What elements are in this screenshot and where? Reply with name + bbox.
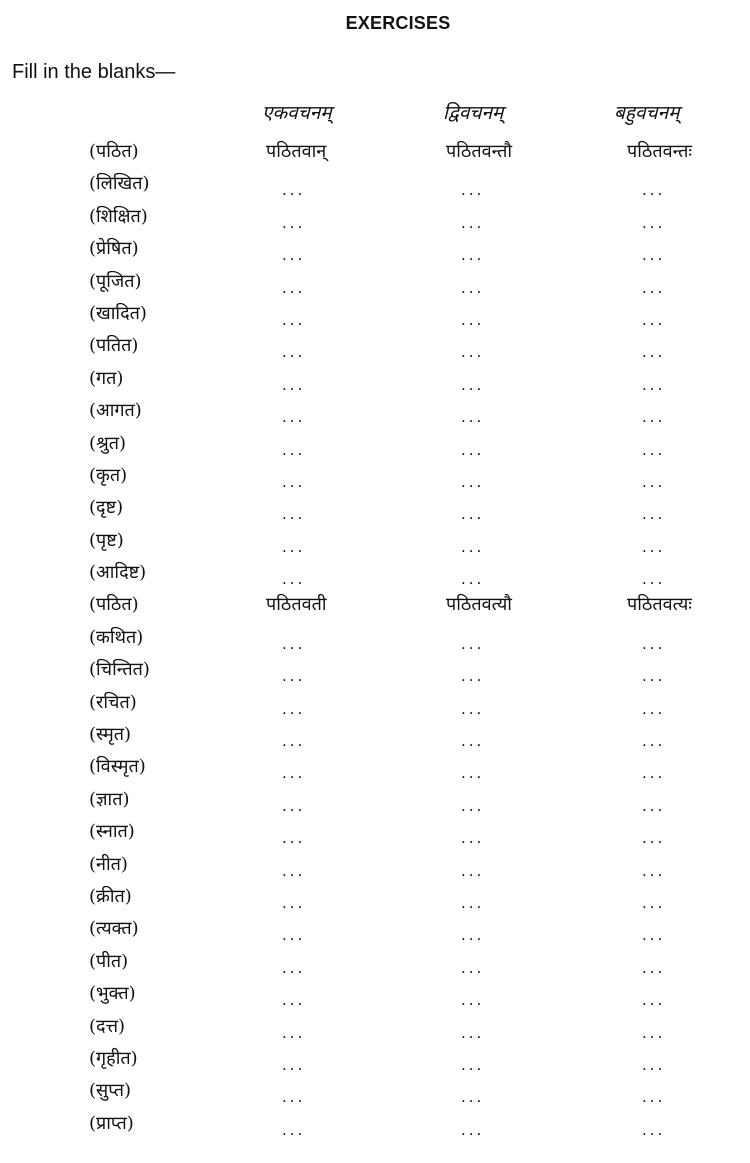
table-row — [0, 755, 750, 787]
blank-singular: ... — [282, 440, 306, 459]
column-header-dual: द्विवचनम् — [443, 102, 504, 124]
table-row — [0, 885, 750, 917]
table-row — [0, 1079, 750, 1111]
blank-dual: ... — [461, 181, 485, 200]
blank-plural: ... — [642, 408, 666, 427]
exercise-table — [0, 140, 750, 1144]
blank-dual: ... — [461, 310, 485, 329]
blank-plural: ... — [642, 1023, 666, 1042]
blank-dual: ... — [461, 1023, 485, 1042]
blank-plural: ... — [642, 667, 666, 686]
blank-dual: ... — [461, 893, 485, 912]
table-row — [0, 593, 750, 625]
blank-singular: ... — [282, 181, 306, 200]
blank-plural: ... — [642, 732, 666, 751]
blank-singular: ... — [282, 505, 306, 524]
table-row — [0, 205, 750, 237]
blank-dual: ... — [461, 958, 485, 977]
blank-plural: ... — [642, 893, 666, 912]
answer-plural: पठितवत्यः — [627, 594, 692, 616]
table-row — [0, 1112, 750, 1144]
blank-singular: ... — [282, 246, 306, 265]
blank-plural: ... — [642, 570, 666, 589]
stem-word: (कथित) — [89, 626, 144, 648]
blank-dual: ... — [461, 699, 485, 718]
blank-dual: ... — [461, 1088, 485, 1107]
answer-singular: पठितवती — [266, 594, 327, 616]
blank-singular: ... — [282, 375, 306, 394]
column-header-singular: एकवचनम् — [262, 102, 332, 124]
blank-singular: ... — [282, 667, 306, 686]
table-row — [0, 529, 750, 561]
table-row — [0, 1047, 750, 1079]
blank-dual: ... — [461, 537, 485, 556]
blank-singular: ... — [282, 926, 306, 945]
blank-singular: ... — [282, 472, 306, 491]
table-row — [0, 367, 750, 399]
blank-dual: ... — [461, 343, 485, 362]
blank-singular: ... — [282, 570, 306, 589]
stem-word: (आगत) — [89, 400, 142, 422]
stem-word: (रचित) — [89, 691, 137, 713]
stem-word: (प्रेषित) — [89, 238, 139, 260]
table-row — [0, 270, 750, 302]
blank-plural: ... — [642, 634, 666, 653]
blank-dual: ... — [461, 926, 485, 945]
blank-dual: ... — [461, 1055, 485, 1074]
blank-plural: ... — [642, 861, 666, 880]
blank-singular: ... — [282, 1055, 306, 1074]
stem-word: (पूजित) — [89, 270, 142, 292]
blank-dual: ... — [461, 634, 485, 653]
table-row — [0, 723, 750, 755]
blank-dual: ... — [461, 472, 485, 491]
table-row — [0, 691, 750, 723]
blank-singular: ... — [282, 343, 306, 362]
blank-singular: ... — [282, 213, 306, 232]
table-row — [0, 658, 750, 690]
stem-word: (पठित) — [89, 141, 139, 162]
table-row — [0, 172, 750, 204]
column-header-plural: बहुवचनम् — [614, 102, 680, 124]
table-row — [0, 950, 750, 982]
blank-plural: ... — [642, 343, 666, 362]
blank-singular: ... — [282, 310, 306, 329]
blank-plural: ... — [642, 699, 666, 718]
blank-plural: ... — [642, 440, 666, 459]
blank-plural: ... — [642, 1088, 666, 1107]
blank-singular: ... — [282, 829, 306, 848]
blank-plural: ... — [642, 278, 666, 297]
blank-singular: ... — [282, 732, 306, 751]
stem-word: (दृष्ट) — [89, 497, 124, 519]
blank-singular: ... — [282, 699, 306, 718]
blank-plural: ... — [642, 213, 666, 232]
blank-plural: ... — [642, 246, 666, 265]
blank-plural: ... — [642, 764, 666, 783]
stem-word: (श्रुत) — [89, 432, 127, 454]
blank-dual: ... — [461, 278, 485, 297]
blank-dual: ... — [461, 732, 485, 751]
stem-word: (लिखित) — [89, 173, 150, 195]
blank-plural: ... — [642, 796, 666, 815]
answer-singular: पठितवान् — [266, 141, 327, 162]
table-row — [0, 464, 750, 496]
blank-dual: ... — [461, 570, 485, 589]
table-row — [0, 626, 750, 658]
stem-word: (स्नात) — [89, 821, 135, 843]
table-row — [0, 982, 750, 1014]
blank-plural: ... — [642, 181, 666, 200]
blank-dual: ... — [461, 375, 485, 394]
table-row — [0, 820, 750, 852]
stem-word: (चिन्तित) — [89, 659, 150, 681]
stem-word: (गृहीत) — [89, 1047, 138, 1069]
page-title: EXERCISES — [345, 13, 451, 33]
blank-dual: ... — [461, 246, 485, 265]
blank-plural: ... — [642, 375, 666, 394]
blank-singular: ... — [282, 796, 306, 815]
blank-singular: ... — [282, 1088, 306, 1107]
stem-word: (विस्मृत) — [89, 756, 146, 778]
blank-dual: ... — [461, 213, 485, 232]
blank-singular: ... — [282, 634, 306, 653]
table-row — [0, 496, 750, 528]
blank-plural: ... — [642, 505, 666, 524]
table-row — [0, 1015, 750, 1047]
instruction-text: Fill in the blanks— — [12, 61, 176, 83]
table-row — [0, 399, 750, 431]
answer-plural: पठितवन्तः — [627, 141, 693, 162]
blank-dual: ... — [461, 861, 485, 880]
stem-word: (त्यक्त) — [89, 918, 139, 940]
blank-dual: ... — [461, 796, 485, 815]
blank-plural: ... — [642, 991, 666, 1010]
table-row — [0, 561, 750, 593]
stem-word: (पतित) — [89, 335, 139, 357]
blank-dual: ... — [461, 440, 485, 459]
blank-dual: ... — [461, 829, 485, 848]
stem-word: (पीत) — [89, 950, 129, 972]
stem-word: (ज्ञात) — [89, 788, 130, 810]
table-row — [0, 140, 750, 172]
blank-singular: ... — [282, 958, 306, 977]
table-row — [0, 334, 750, 366]
table-row — [0, 917, 750, 949]
stem-word: (कृत) — [89, 464, 128, 486]
blank-singular: ... — [282, 861, 306, 880]
blank-plural: ... — [642, 1055, 666, 1074]
blank-singular: ... — [282, 893, 306, 912]
answer-dual: पठितवत्यौ — [446, 594, 512, 616]
stem-word: (दत्त) — [89, 1015, 126, 1037]
blank-singular: ... — [282, 537, 306, 556]
blank-dual: ... — [461, 505, 485, 524]
stem-word: (प्राप्त) — [89, 1112, 134, 1134]
table-row — [0, 302, 750, 334]
blank-singular: ... — [282, 1023, 306, 1042]
stem-word: (पठित) — [89, 594, 139, 616]
blank-singular: ... — [282, 991, 306, 1010]
table-row — [0, 788, 750, 820]
stem-word: (नीत) — [89, 853, 128, 875]
blank-plural: ... — [642, 958, 666, 977]
blank-dual: ... — [461, 408, 485, 427]
blank-dual: ... — [461, 764, 485, 783]
stem-word: (सुप्त) — [89, 1080, 132, 1102]
blank-singular: ... — [282, 764, 306, 783]
stem-word: (आदिष्ट) — [89, 562, 147, 584]
stem-word: (शिक्षित) — [89, 205, 148, 227]
blank-dual: ... — [461, 667, 485, 686]
stem-word: (क्रीत) — [89, 885, 132, 907]
stem-word: (पृष्ट) — [89, 529, 124, 551]
stem-word: (भुक्त) — [89, 983, 136, 1005]
table-row — [0, 853, 750, 885]
stem-word: (गत) — [89, 367, 124, 389]
blank-singular: ... — [282, 1120, 306, 1139]
blank-singular: ... — [282, 408, 306, 427]
blank-plural: ... — [642, 1120, 666, 1139]
table-row — [0, 432, 750, 464]
table-row — [0, 237, 750, 269]
answer-dual: पठितवन्तौ — [446, 141, 513, 162]
blank-dual: ... — [461, 1120, 485, 1139]
blank-plural: ... — [642, 537, 666, 556]
blank-singular: ... — [282, 278, 306, 297]
blank-plural: ... — [642, 926, 666, 945]
blank-plural: ... — [642, 310, 666, 329]
blank-dual: ... — [461, 991, 485, 1010]
blank-plural: ... — [642, 472, 666, 491]
stem-word: (स्मृत) — [89, 724, 132, 746]
blank-plural: ... — [642, 829, 666, 848]
stem-word: (खादित) — [89, 302, 147, 324]
